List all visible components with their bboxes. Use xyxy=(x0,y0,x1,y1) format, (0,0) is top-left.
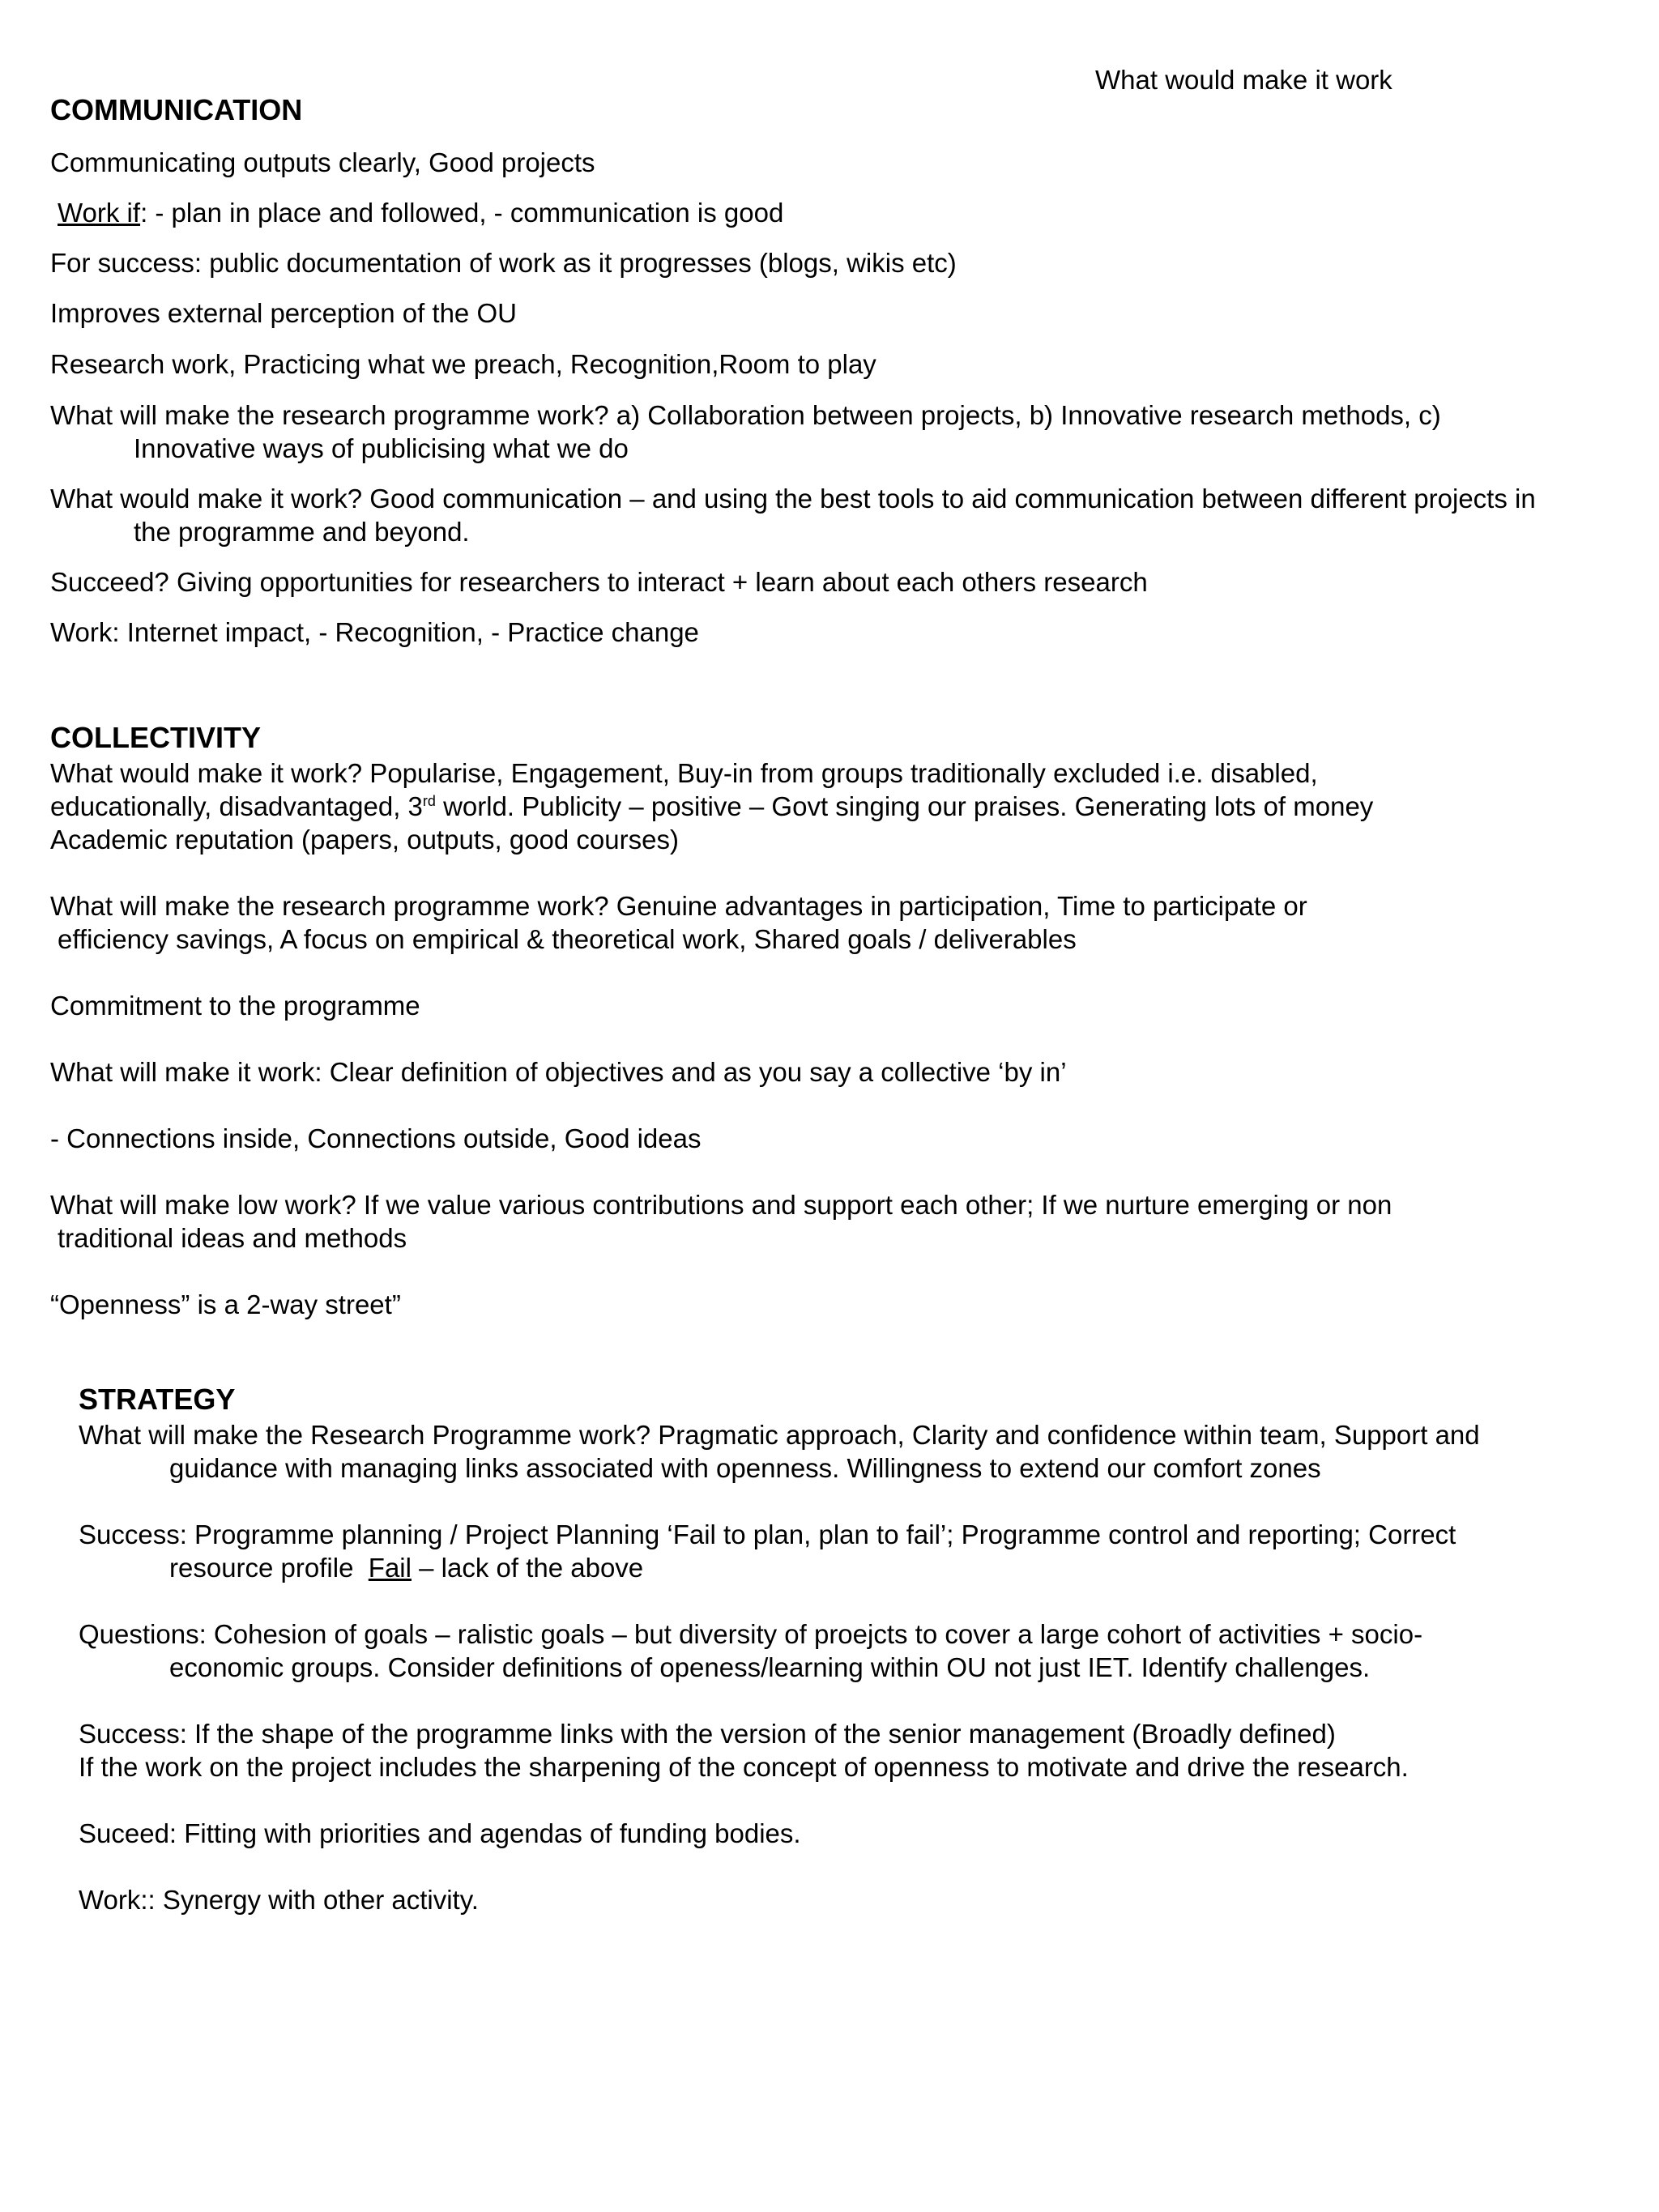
text-fragment: – lack of the above xyxy=(411,1553,644,1583)
paragraph-line: If the work on the project includes the sharpening of the concept of openness to motivate and drive the research. xyxy=(79,1752,1409,1782)
collectivity-heading: COLLECTIVITY xyxy=(50,721,261,754)
work-if-label: Work if xyxy=(58,198,141,228)
collectivity-para-6 xyxy=(50,1188,1392,1255)
communication-perception-line: Improves external perception of the OU xyxy=(50,298,517,328)
paragraph-line: traditional ideas and methods xyxy=(58,1223,407,1253)
communication-heading: COMMUNICATION xyxy=(50,93,303,126)
paragraph-line: What will make the Research Programme work? Pragmatic approach, Clarity and confidence within team, Support and xyxy=(79,1420,1480,1450)
paragraph-line: What would make it work? Good communication – and using the best tools to aid communication between different projects in xyxy=(50,484,1536,514)
paragraph-line: economic groups. Consider definitions of openess/learning within OU not just IET. Identify challenges. xyxy=(169,1652,1371,1682)
communication-research-programme-para xyxy=(50,399,1441,465)
communication-work-line: Work: Internet impact, - Recognition, - Practice change xyxy=(50,617,699,647)
collectivity-connections-line: - Connections inside, Connections outside, Good ideas xyxy=(50,1123,702,1153)
paragraph-line xyxy=(79,1551,1456,1584)
strategy-para-4 xyxy=(79,1717,1409,1784)
strategy-succeed-line: Suceed: Fitting with priorities and agendas of funding bodies. xyxy=(79,1818,801,1848)
strategy-para-3 xyxy=(79,1617,1422,1684)
communication-research-work-line: Research work, Practicing what we preach, Recognition,Room to play xyxy=(50,349,876,379)
collectivity-para-1 xyxy=(50,757,1373,856)
paragraph-line: efficiency savings, A focus on empirical & theoretical work, Shared goals / deliverables xyxy=(58,924,1077,954)
paragraph-line: Success: Programme planning / Project Planning ‘Fail to plan, plan to fail’; Programme control and reporting; Correct xyxy=(79,1519,1456,1549)
communication-outputs-line: Communicating outputs clearly, Good projects xyxy=(50,147,595,177)
collectivity-make-it-work-line: What will make it work: Clear definition of objectives and as you say a collective ‘by in’ xyxy=(50,1057,1067,1087)
communication-success-line: For success: public documentation of work as it progresses (blogs, wikis etc) xyxy=(50,248,957,278)
paragraph-line: What will make low work? If we value various contributions and support each other; If we nurture emerging or non xyxy=(50,1190,1392,1220)
strategy-para-2 xyxy=(79,1518,1456,1584)
paragraph-line: What will make the research programme work? Genuine advantages in participation, Time to participate or xyxy=(50,891,1307,921)
text-fragment: resource profile xyxy=(169,1553,369,1583)
paragraph-line: Innovative ways of publicising what we do xyxy=(134,433,629,463)
fail-label: Fail xyxy=(368,1553,412,1583)
collectivity-para-2 xyxy=(50,889,1307,956)
communication-make-it-work-para xyxy=(50,482,1536,548)
paragraph-line: Questions: Cohesion of goals – ralistic goals – but diversity of proejcts to cover a large cohort of activities + socio- xyxy=(79,1619,1423,1649)
strategy-work-line: Work:: Synergy with other activity. xyxy=(79,1885,479,1915)
strategy-para-1 xyxy=(79,1418,1480,1485)
communication-work-if-line xyxy=(58,196,783,229)
text-fragment: educationally, disadvantaged, 3 xyxy=(50,791,423,821)
paragraph-line: What would make it work? Popularise, Engagement, Buy-in from groups traditionally excluded i.e. disabled, xyxy=(50,758,1318,788)
paragraph-line: guidance with managing links associated with openness. Willingness to extend our comfort zones xyxy=(169,1453,1321,1483)
paragraph-line xyxy=(50,790,1373,823)
communication-succeed-line: Succeed? Giving opportunities for researchers to interact + learn about each others research xyxy=(50,567,1148,597)
text-fragment: world. Publicity – positive – Govt singing our praises. Generating lots of money xyxy=(435,791,1374,821)
paragraph-line: the programme and beyond. xyxy=(134,517,470,547)
paragraph-line: Success: If the shape of the programme links with the version of the senior management (Broadly defined) xyxy=(79,1719,1336,1749)
collectivity-commitment-line: Commitment to the programme xyxy=(50,991,420,1021)
top-note: What would make it work xyxy=(1095,65,1392,95)
superscript: rd xyxy=(422,793,436,809)
paragraph-line: What will make the research programme work? a) Collaboration between projects, b) Innovative research methods, c) xyxy=(50,400,1441,430)
paragraph-line: Academic reputation (papers, outputs, good courses) xyxy=(50,825,679,855)
collectivity-openness-line: “Openness” is a 2-way street” xyxy=(50,1289,401,1319)
work-if-rest: : - plan in place and followed, - communication is good xyxy=(140,198,784,228)
strategy-heading: STRATEGY xyxy=(79,1383,236,1416)
